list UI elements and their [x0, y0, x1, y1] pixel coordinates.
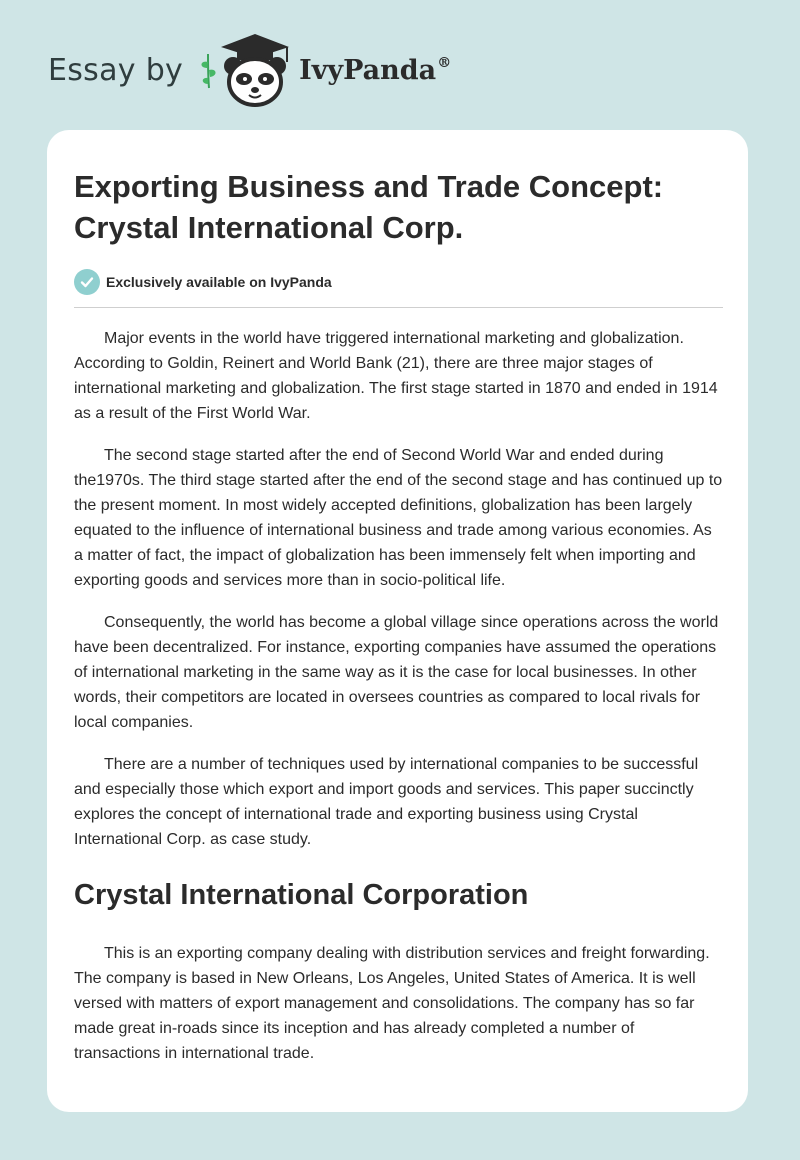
article-content — [74, 166, 723, 1083]
divider — [74, 307, 723, 308]
title-line-1: Exporting Business and Trade Concept: — [74, 169, 664, 204]
paragraph: Major events in the world have triggered international marketing and globalization. According to Goldin, Reinert and World Bank (21), there are three major stages of international marketing and globalization. The first stage started in 1870 and ended in 1914 as a result of the First World War. — [74, 330, 718, 422]
paragraph: This is an exporting company dealing with distribution services and freight forwarding. The company is based in New Orleans, Los Angeles, United States of America. It is well versed with matters of export management and consolidations. The company has so far made great in-roads since its inception and has already completed a number of transactions in international trade. — [74, 945, 710, 1062]
panda-logo-icon — [215, 30, 295, 110]
essay-by-label: Essay by — [48, 52, 184, 88]
site-header — [48, 30, 451, 110]
section-heading: Crystal International Corporation — [74, 879, 529, 911]
trademark-symbol: ® — [437, 54, 452, 71]
title-line-2: Crystal International Corp. — [74, 210, 464, 245]
check-icon — [74, 269, 100, 295]
exclusive-label: Exclusively available on IvyPanda — [106, 274, 332, 290]
paragraph: Consequently, the world has become a global village since operations across the world have been decentralized. For instance, exporting companies have assumed the operations of international marketing in the same way as it is the case for local businesses. In other words, their competitors are located in oversees countries as compared to local rivals for local companies. — [74, 614, 719, 731]
paragraph: There are a number of techniques used by international companies to be successful and especially those which export and import goods and services. This paper succinctly explores the concept of international trade and exporting business using Crystal International Corp. as case study. — [74, 756, 699, 848]
brand-name: IvyPanda® — [299, 54, 452, 86]
article-card — [47, 130, 748, 1112]
article-title — [74, 166, 723, 248]
paragraph: The second stage started after the end of Second World War and ended during the1970s. The third stage started after the end of the second stage and has continued up to the present moment. In most widely accepted definitions, globalization has been largely equated to the influence of international business and trade among various economies. As a matter of fact, the impact of globalization has been immensely felt when importing and exporting goods and services more than in socio-political life. — [74, 447, 723, 589]
exclusive-badge — [74, 268, 723, 296]
